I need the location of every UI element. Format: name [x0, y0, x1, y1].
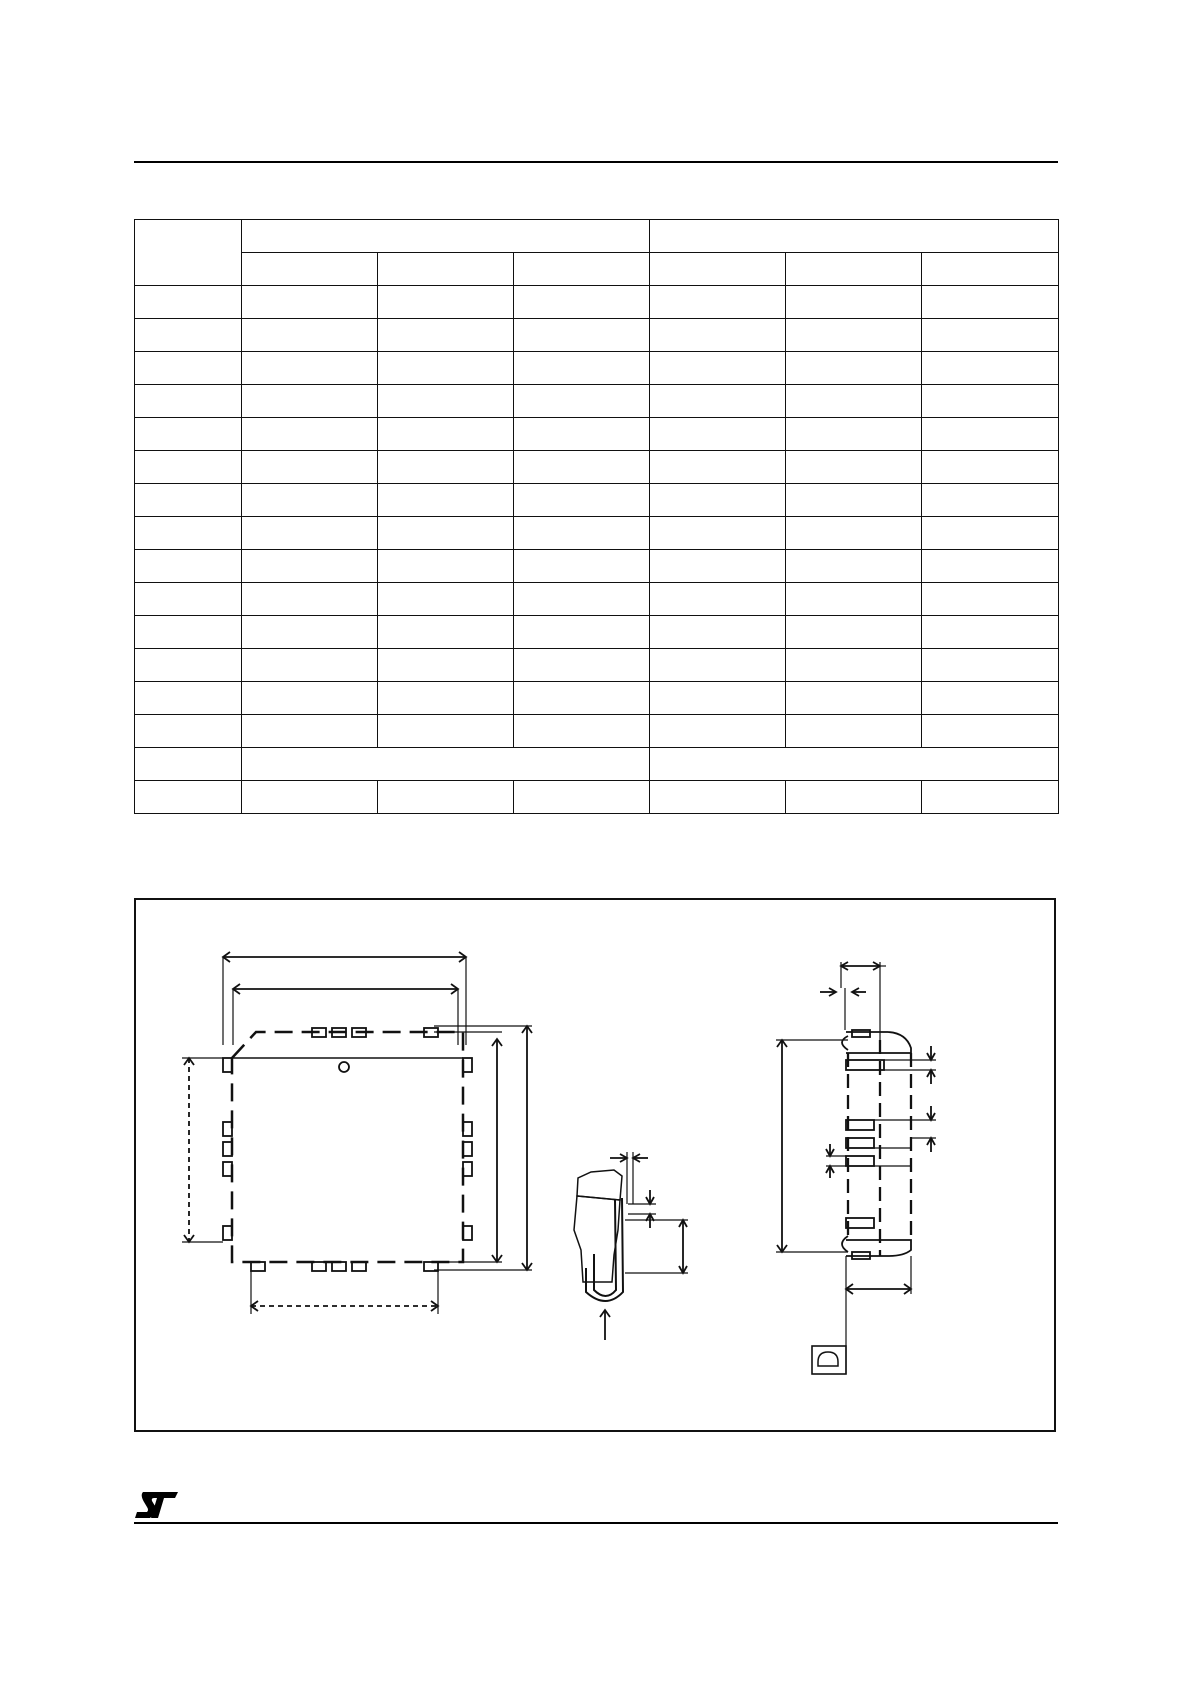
- table-cell: [242, 550, 378, 583]
- table-cell: [242, 286, 378, 319]
- table-cell: [786, 451, 922, 484]
- table-cell: [786, 682, 922, 715]
- footer-rule: [134, 1522, 1058, 1524]
- table-cell: [650, 451, 786, 484]
- table-cell: [242, 484, 378, 517]
- table-cell: [378, 550, 514, 583]
- header-rule: [134, 161, 1058, 163]
- table-row: [135, 319, 1059, 352]
- table-cell: [135, 616, 242, 649]
- table-subheader-cell: [650, 253, 786, 286]
- table-cell: [786, 286, 922, 319]
- table-subheader-cell: [514, 253, 650, 286]
- table-subheader-cell: [922, 253, 1059, 286]
- table-cell: [922, 319, 1059, 352]
- top-view: [182, 952, 532, 1314]
- table-group-header-2: [650, 220, 1059, 253]
- table-cell: [378, 715, 514, 748]
- table-subheader-cell: [786, 253, 922, 286]
- table-cell: [650, 385, 786, 418]
- table-cell: [242, 715, 378, 748]
- table-cell: [135, 484, 242, 517]
- table-cell: [378, 682, 514, 715]
- table-cell: [242, 418, 378, 451]
- table-cell: [242, 517, 378, 550]
- table-cell: [786, 715, 922, 748]
- table-cell: [786, 517, 922, 550]
- table-cell: [135, 550, 242, 583]
- table-cell: [650, 781, 786, 814]
- table-cell: [650, 616, 786, 649]
- table-cell: [135, 781, 242, 814]
- package-drawing-svg: [136, 900, 1058, 1434]
- table-row: [135, 286, 1059, 319]
- table-cell: [922, 616, 1059, 649]
- table-cell: [378, 781, 514, 814]
- table-cell: [650, 715, 786, 748]
- table-cell: [135, 583, 242, 616]
- table-cell: [650, 484, 786, 517]
- table-cell: [135, 649, 242, 682]
- table-cell: [786, 781, 922, 814]
- table-cell: [922, 682, 1059, 715]
- table-cell: [242, 616, 378, 649]
- table-cell: [514, 715, 650, 748]
- table-row: [135, 352, 1059, 385]
- table-cell: [650, 286, 786, 319]
- table-cell: [650, 550, 786, 583]
- table-cell: [922, 517, 1059, 550]
- table-cell: [650, 418, 786, 451]
- table-cell: [650, 649, 786, 682]
- table-cell: [135, 451, 242, 484]
- st-logo-icon: [133, 1490, 183, 1520]
- table-row: [135, 418, 1059, 451]
- table-cell: [135, 352, 242, 385]
- table-cell: [650, 748, 1059, 781]
- table-subheader-cell: [378, 253, 514, 286]
- table-cell: [514, 550, 650, 583]
- table-cell: [786, 352, 922, 385]
- table-cell: [378, 385, 514, 418]
- table-cell: [786, 616, 922, 649]
- table-cell: [378, 286, 514, 319]
- table-row: [135, 616, 1059, 649]
- table-row: [135, 451, 1059, 484]
- table-row: [135, 484, 1059, 517]
- table-cell: [514, 319, 650, 352]
- table-header-cell: [135, 220, 242, 286]
- table-cell: [242, 781, 378, 814]
- table-row: [135, 385, 1059, 418]
- table-cell: [650, 319, 786, 352]
- table-cell: [378, 418, 514, 451]
- table-cell: [242, 649, 378, 682]
- table-cell: [650, 352, 786, 385]
- table-cell: [514, 385, 650, 418]
- table-group-header-1: [242, 220, 650, 253]
- table-subheader-row: [135, 253, 1059, 286]
- table-cell: [786, 550, 922, 583]
- table-cell: [378, 352, 514, 385]
- table-cell: [786, 385, 922, 418]
- table-cell: [514, 649, 650, 682]
- table-cell: [786, 418, 922, 451]
- table-cell: [922, 385, 1059, 418]
- table-cell: [242, 385, 378, 418]
- table-cell: [378, 616, 514, 649]
- table-row: [135, 583, 1059, 616]
- table-cell: [650, 517, 786, 550]
- lead-detail: [574, 1152, 688, 1340]
- table-cell: [135, 286, 242, 319]
- table-cell: [922, 352, 1059, 385]
- package-outline-drawing: [134, 898, 1056, 1432]
- table-cell: [135, 748, 242, 781]
- table-cell: [514, 682, 650, 715]
- table-cell: [922, 781, 1059, 814]
- table-header-row: [135, 220, 1059, 253]
- table-cell: [922, 649, 1059, 682]
- table-cell: [786, 649, 922, 682]
- table-cell: [242, 352, 378, 385]
- table-cell: [514, 484, 650, 517]
- table-cell: [922, 286, 1059, 319]
- table-cell: [242, 682, 378, 715]
- table-cell: [378, 517, 514, 550]
- table-cell: [135, 715, 242, 748]
- table-cell: [514, 418, 650, 451]
- table-cell: [242, 319, 378, 352]
- table-cell: [378, 649, 514, 682]
- table-cell: [135, 385, 242, 418]
- table-cell: [514, 781, 650, 814]
- table-cell: [922, 451, 1059, 484]
- table-cell: [786, 319, 922, 352]
- table-cell: [786, 583, 922, 616]
- table-cell: [922, 550, 1059, 583]
- table-cell: [922, 583, 1059, 616]
- table-cell: [378, 484, 514, 517]
- table-cell: [242, 451, 378, 484]
- table-cell: [135, 682, 242, 715]
- table-cell: [378, 451, 514, 484]
- table-cell: [922, 418, 1059, 451]
- table-cell: [514, 451, 650, 484]
- package-dimensions-table: [134, 219, 1059, 814]
- table-row: [135, 517, 1059, 550]
- table-cell: [378, 319, 514, 352]
- table-cell: [650, 583, 786, 616]
- table-cell: [242, 583, 378, 616]
- table-subheader-cell: [242, 253, 378, 286]
- table-cell: [514, 517, 650, 550]
- table-cell: [514, 286, 650, 319]
- table-row: [135, 649, 1059, 682]
- table-cell: [135, 319, 242, 352]
- table-cell: [650, 682, 786, 715]
- table-cell: [135, 517, 242, 550]
- table-row: [135, 748, 1059, 781]
- table-cell: [514, 616, 650, 649]
- table-cell: [514, 352, 650, 385]
- table-row: [135, 682, 1059, 715]
- table-cell: [135, 418, 242, 451]
- table-cell: [922, 484, 1059, 517]
- table-row: [135, 715, 1059, 748]
- table-cell: [922, 715, 1059, 748]
- table-body: [135, 286, 1059, 814]
- table-row: [135, 550, 1059, 583]
- table-cell: [242, 748, 650, 781]
- table-cell: [786, 484, 922, 517]
- table-cell: [514, 583, 650, 616]
- table-row: [135, 781, 1059, 814]
- table-cell: [378, 583, 514, 616]
- side-view: [776, 962, 936, 1374]
